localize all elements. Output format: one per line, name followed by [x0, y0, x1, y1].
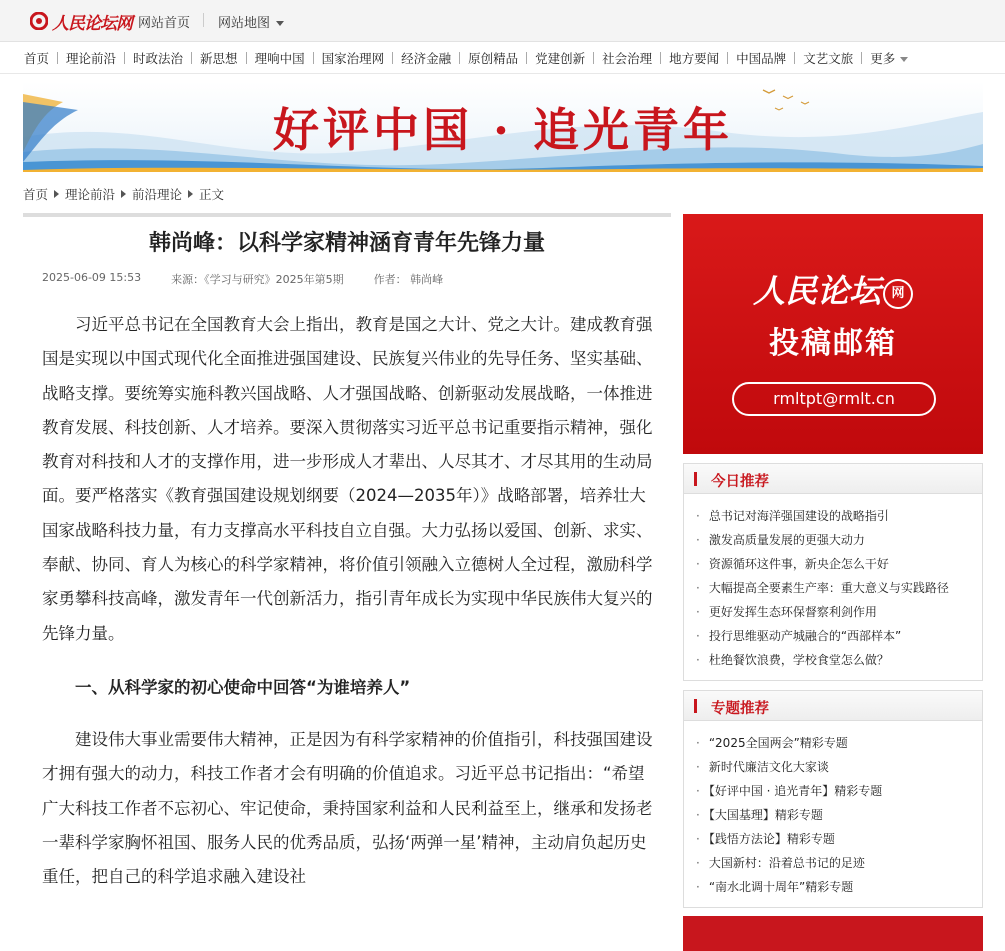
nav-divider [124, 52, 125, 64]
chevron-right-icon [188, 190, 193, 198]
nav-divider [313, 52, 314, 64]
nav-divider [191, 52, 192, 64]
chevron-down-icon [900, 57, 908, 62]
nav-divider [660, 52, 661, 64]
list-item[interactable]: · 投行思维驱动产城融合的“西部样本” [696, 624, 982, 648]
topic-recommend-box [683, 690, 983, 908]
breadcrumb-current: 正文 [199, 187, 225, 202]
article-title: 韩尚峰：以科学家精神涵育青年先锋力量 [148, 230, 545, 256]
list-item[interactable]: · “南水北调十周年”精彩专题 [696, 875, 982, 899]
article-author: 作者： 韩尚峰 [373, 273, 444, 286]
nav-item-more[interactable] [870, 49, 908, 67]
top-bar [0, 0, 1005, 42]
promo-banner[interactable] [23, 82, 983, 172]
nav-more-label: 更多 [870, 51, 896, 66]
nav-divider [392, 52, 393, 64]
list-item[interactable]: · 大幅提高全要素生产率：重大意义与实践路径 [696, 576, 982, 600]
nav-item-lixiang[interactable]: 理响中国 [254, 51, 305, 66]
list-item[interactable]: · 杜绝餐饮浪费，学校食堂怎么做？ [696, 648, 982, 672]
nav-divider [526, 52, 527, 64]
nav-divider [593, 52, 594, 64]
nav-item-politics[interactable]: 时政法治 [133, 51, 184, 66]
sitemap-link[interactable] [218, 12, 284, 31]
nav-item-brand[interactable]: 中国品牌 [736, 51, 787, 66]
main-nav [24, 48, 908, 68]
nav-divider-line [0, 73, 1005, 74]
mailbox-title: 投稿邮箱 [769, 326, 897, 361]
article-paragraph: 习近平总书记在全国教育大会上指出，教育是国之大计、党之大计。建成教育强国是实现以中国式现代化全面推进强国建设、民族复兴伟业的先导任务、坚实基础、战略支撑。要统筹实施科教兴国战略、人才强国战略、创新驱动发展战略，一体推进教育发展、科技创新、人才培养。要深入贯彻落实习近平总书记重要指示精神，强化教育对科技和人才的支撑作用，进一步形成人才辈出、人尽其才、才尽其用的生动局面。要严格落实《教育强国建设规划纲要（2024—2035年）》战略部署，培养壮大国家战略科技力量，有力支撑高水平科技自立自强。大力弘扬以爱国、创新、求实、奉献、协同、育人为核心的科学家精神，将价值引领融入立德树人全过程，激励科学家勇攀科技高峰，激发青年一代创新活力，指引青年成长为实现中华民族伟大复兴的先锋力量。 [42, 315, 653, 643]
breadcrumb-home[interactable]: 首页 [23, 187, 49, 202]
list-item[interactable]: · 更好发挥生态环保督察利剑作用 [696, 600, 982, 624]
submission-mailbox-banner[interactable] [683, 214, 983, 454]
list-item[interactable]: · 大国新村：沿着总书记的足迹 [696, 851, 982, 875]
nav-item-economy[interactable]: 经济金融 [401, 51, 452, 66]
article-meta [42, 271, 473, 287]
article-top-rule [23, 213, 671, 217]
list-item[interactable]: · 激发高质量发展的更强大动力 [696, 528, 982, 552]
logo-icon [30, 12, 48, 30]
article-date: 2025-06-09 15:53 [42, 271, 142, 284]
nav-divider [794, 52, 795, 64]
topic-recommend-header [684, 691, 982, 721]
mailbox-logo-badge: 网 [883, 279, 913, 309]
nav-item-governance[interactable]: 国家治理网 [321, 51, 385, 66]
nav-divider [57, 52, 58, 64]
list-item[interactable]: · 新时代廉洁文化大家谈 [696, 755, 982, 779]
today-recommend-title: 今日推荐 [711, 474, 769, 490]
breadcrumb-theory[interactable]: 理论前沿 [65, 187, 116, 202]
article-paragraph: 建设伟大事业需要伟大精神，正是因为有科学家精神的价值指引，科技强国建设才拥有强大的动力，科技工作者才会有明确的价值追求。习近平总书记指出：“希望广大科技工作者不忘初心、牢记使命，秉持国家利益和人民利益至上，继承和发扬老一辈科学家胸怀祖国、服务人民的优秀品质，弘扬‘两弹一星’精神，主动肩负起历史重任，把自己的科学追求融入建设社 [42, 729, 653, 887]
chevron-down-icon [276, 21, 284, 26]
nav-item-culture[interactable]: 文艺文旅 [803, 51, 854, 66]
topic-recommend-title: 专题推荐 [711, 701, 769, 717]
article-source: 来源：《学习与研究》2025年第5期 [171, 273, 344, 286]
nav-divider [861, 52, 862, 64]
chevron-right-icon [121, 190, 126, 198]
site-logo[interactable] [30, 9, 132, 33]
nav-item-home[interactable]: 首页 [24, 51, 50, 66]
mailbox-logo [683, 266, 983, 312]
banner-title: 好评中国 · 追光青年 [272, 103, 734, 157]
nav-item-original[interactable]: 原创精品 [468, 51, 519, 66]
today-recommend-box [683, 463, 983, 681]
nav-item-new-thought[interactable]: 新思想 [200, 51, 238, 66]
sitemap-label: 网站地图 [218, 16, 271, 31]
nav-item-society[interactable]: 社会治理 [602, 51, 653, 66]
mailbox-email[interactable]: rmltpt@rmlt.cn [732, 382, 936, 416]
list-item[interactable]: · “2025全国两会”精彩专题 [696, 731, 982, 755]
sidebar-banner-partial[interactable] [683, 916, 983, 951]
breadcrumb-frontier[interactable]: 前沿理论 [132, 187, 183, 202]
list-item[interactable]: · 【践悟方法论】精彩专题 [696, 827, 982, 851]
nav-divider [727, 52, 728, 64]
chevron-right-icon [54, 190, 59, 198]
nav-divider [246, 52, 247, 64]
home-link[interactable]: 网站首页 [138, 16, 191, 31]
nav-item-local[interactable]: 地方要闻 [669, 51, 720, 66]
logo-text: 人民论坛网 [52, 13, 132, 34]
today-recommend-header [684, 464, 982, 494]
article-subheading: 一、从科学家的初心使命中回答“为谁培养人” [75, 677, 411, 697]
nav-divider [459, 52, 460, 64]
top-divider [203, 13, 204, 27]
article-body [42, 308, 654, 951]
mailbox-logo-text: 人民论坛 [752, 272, 881, 310]
today-recommend-list [684, 494, 982, 672]
nav-item-theory[interactable]: 理论前沿 [66, 51, 117, 66]
breadcrumb [23, 185, 224, 203]
topic-recommend-list [684, 721, 982, 899]
list-item[interactable]: · 资源循环这件事，新央企怎么干好 [696, 552, 982, 576]
list-item[interactable]: · 【好评中国 · 追光青年】精彩专题 [696, 779, 982, 803]
nav-item-party[interactable]: 党建创新 [535, 51, 586, 66]
list-item[interactable]: · 【大国基理】精彩专题 [696, 803, 982, 827]
list-item[interactable]: · 总书记对海洋强国建设的战略指引 [696, 504, 982, 528]
